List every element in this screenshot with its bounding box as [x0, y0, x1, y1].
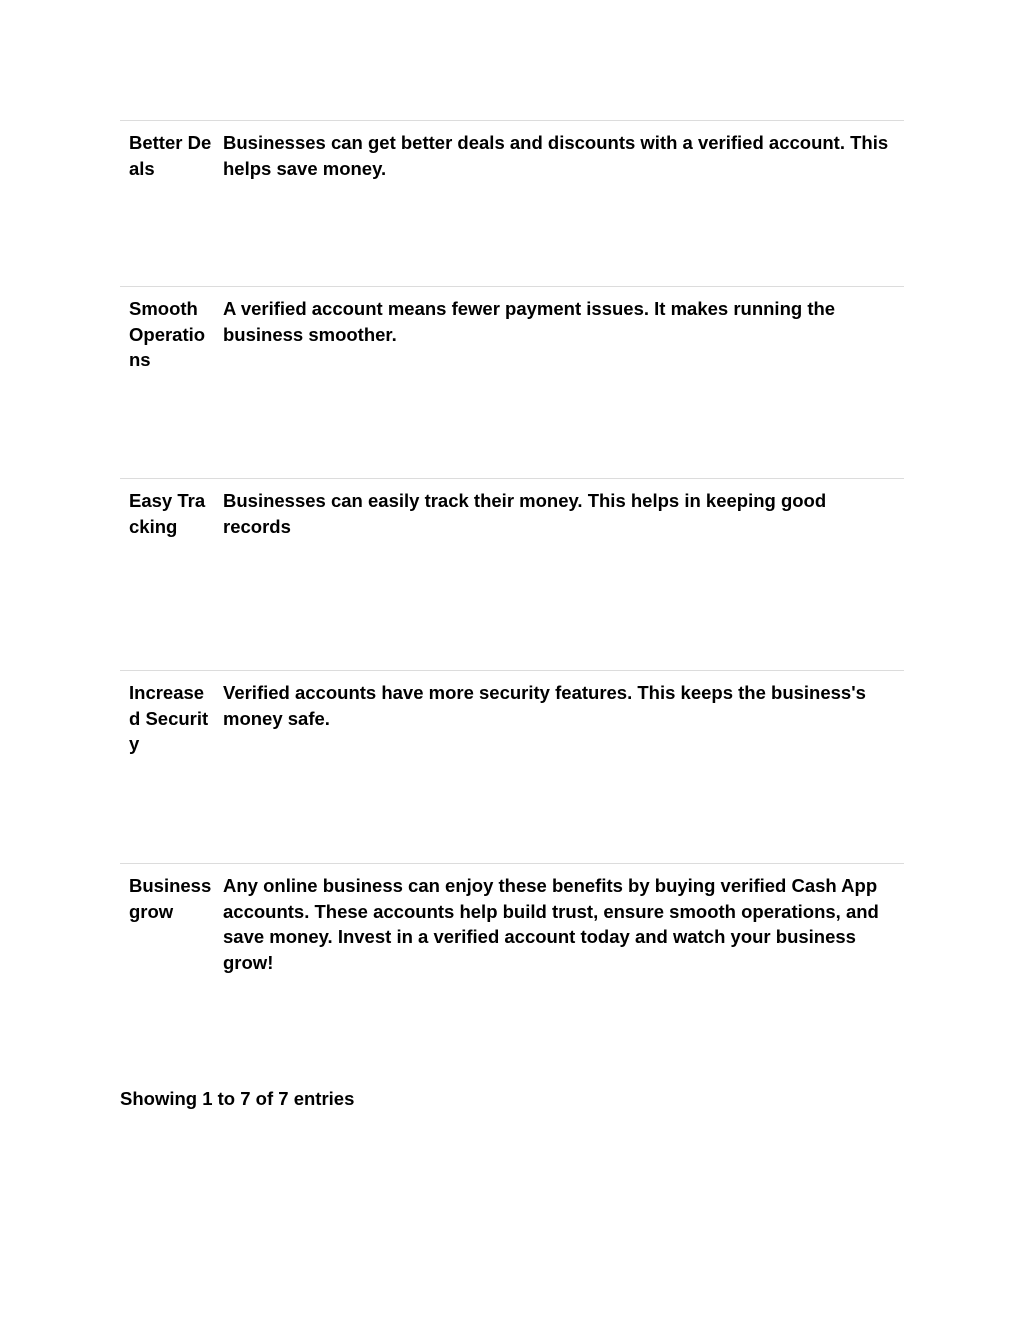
row-description: Verified accounts have more security features. This keeps the business's money safe. — [223, 682, 866, 729]
row-term: Increased Security — [129, 682, 209, 754]
table-row — [120, 120, 904, 286]
row-description: Businesses can easily track their money. This helps in keeping good records — [223, 490, 827, 537]
row-description: Businesses can get better deals and discounts with a verified account. This helps save money. — [223, 132, 889, 179]
row-term: Better Deals — [129, 132, 212, 179]
table-row — [120, 478, 904, 670]
table-entries-info: Showing 1 to 7 of 7 entries — [120, 1088, 355, 1109]
row-description: A verified account means fewer payment issues. It makes running the business smoother. — [223, 298, 836, 345]
table-row — [120, 670, 904, 863]
table-row — [120, 286, 904, 478]
row-term: Business grow — [129, 875, 212, 922]
table-row — [120, 863, 904, 1063]
row-term: Smooth Operations — [129, 298, 206, 370]
row-description: Any online business can enjoy these benefits by buying verified Cash App accounts. These accounts help build trust, ensure smooth operations, and save money. Invest in a verified account today and watch your business grow! — [223, 875, 879, 973]
row-term: Easy Tracking — [129, 490, 206, 537]
benefits-table — [120, 120, 904, 1063]
